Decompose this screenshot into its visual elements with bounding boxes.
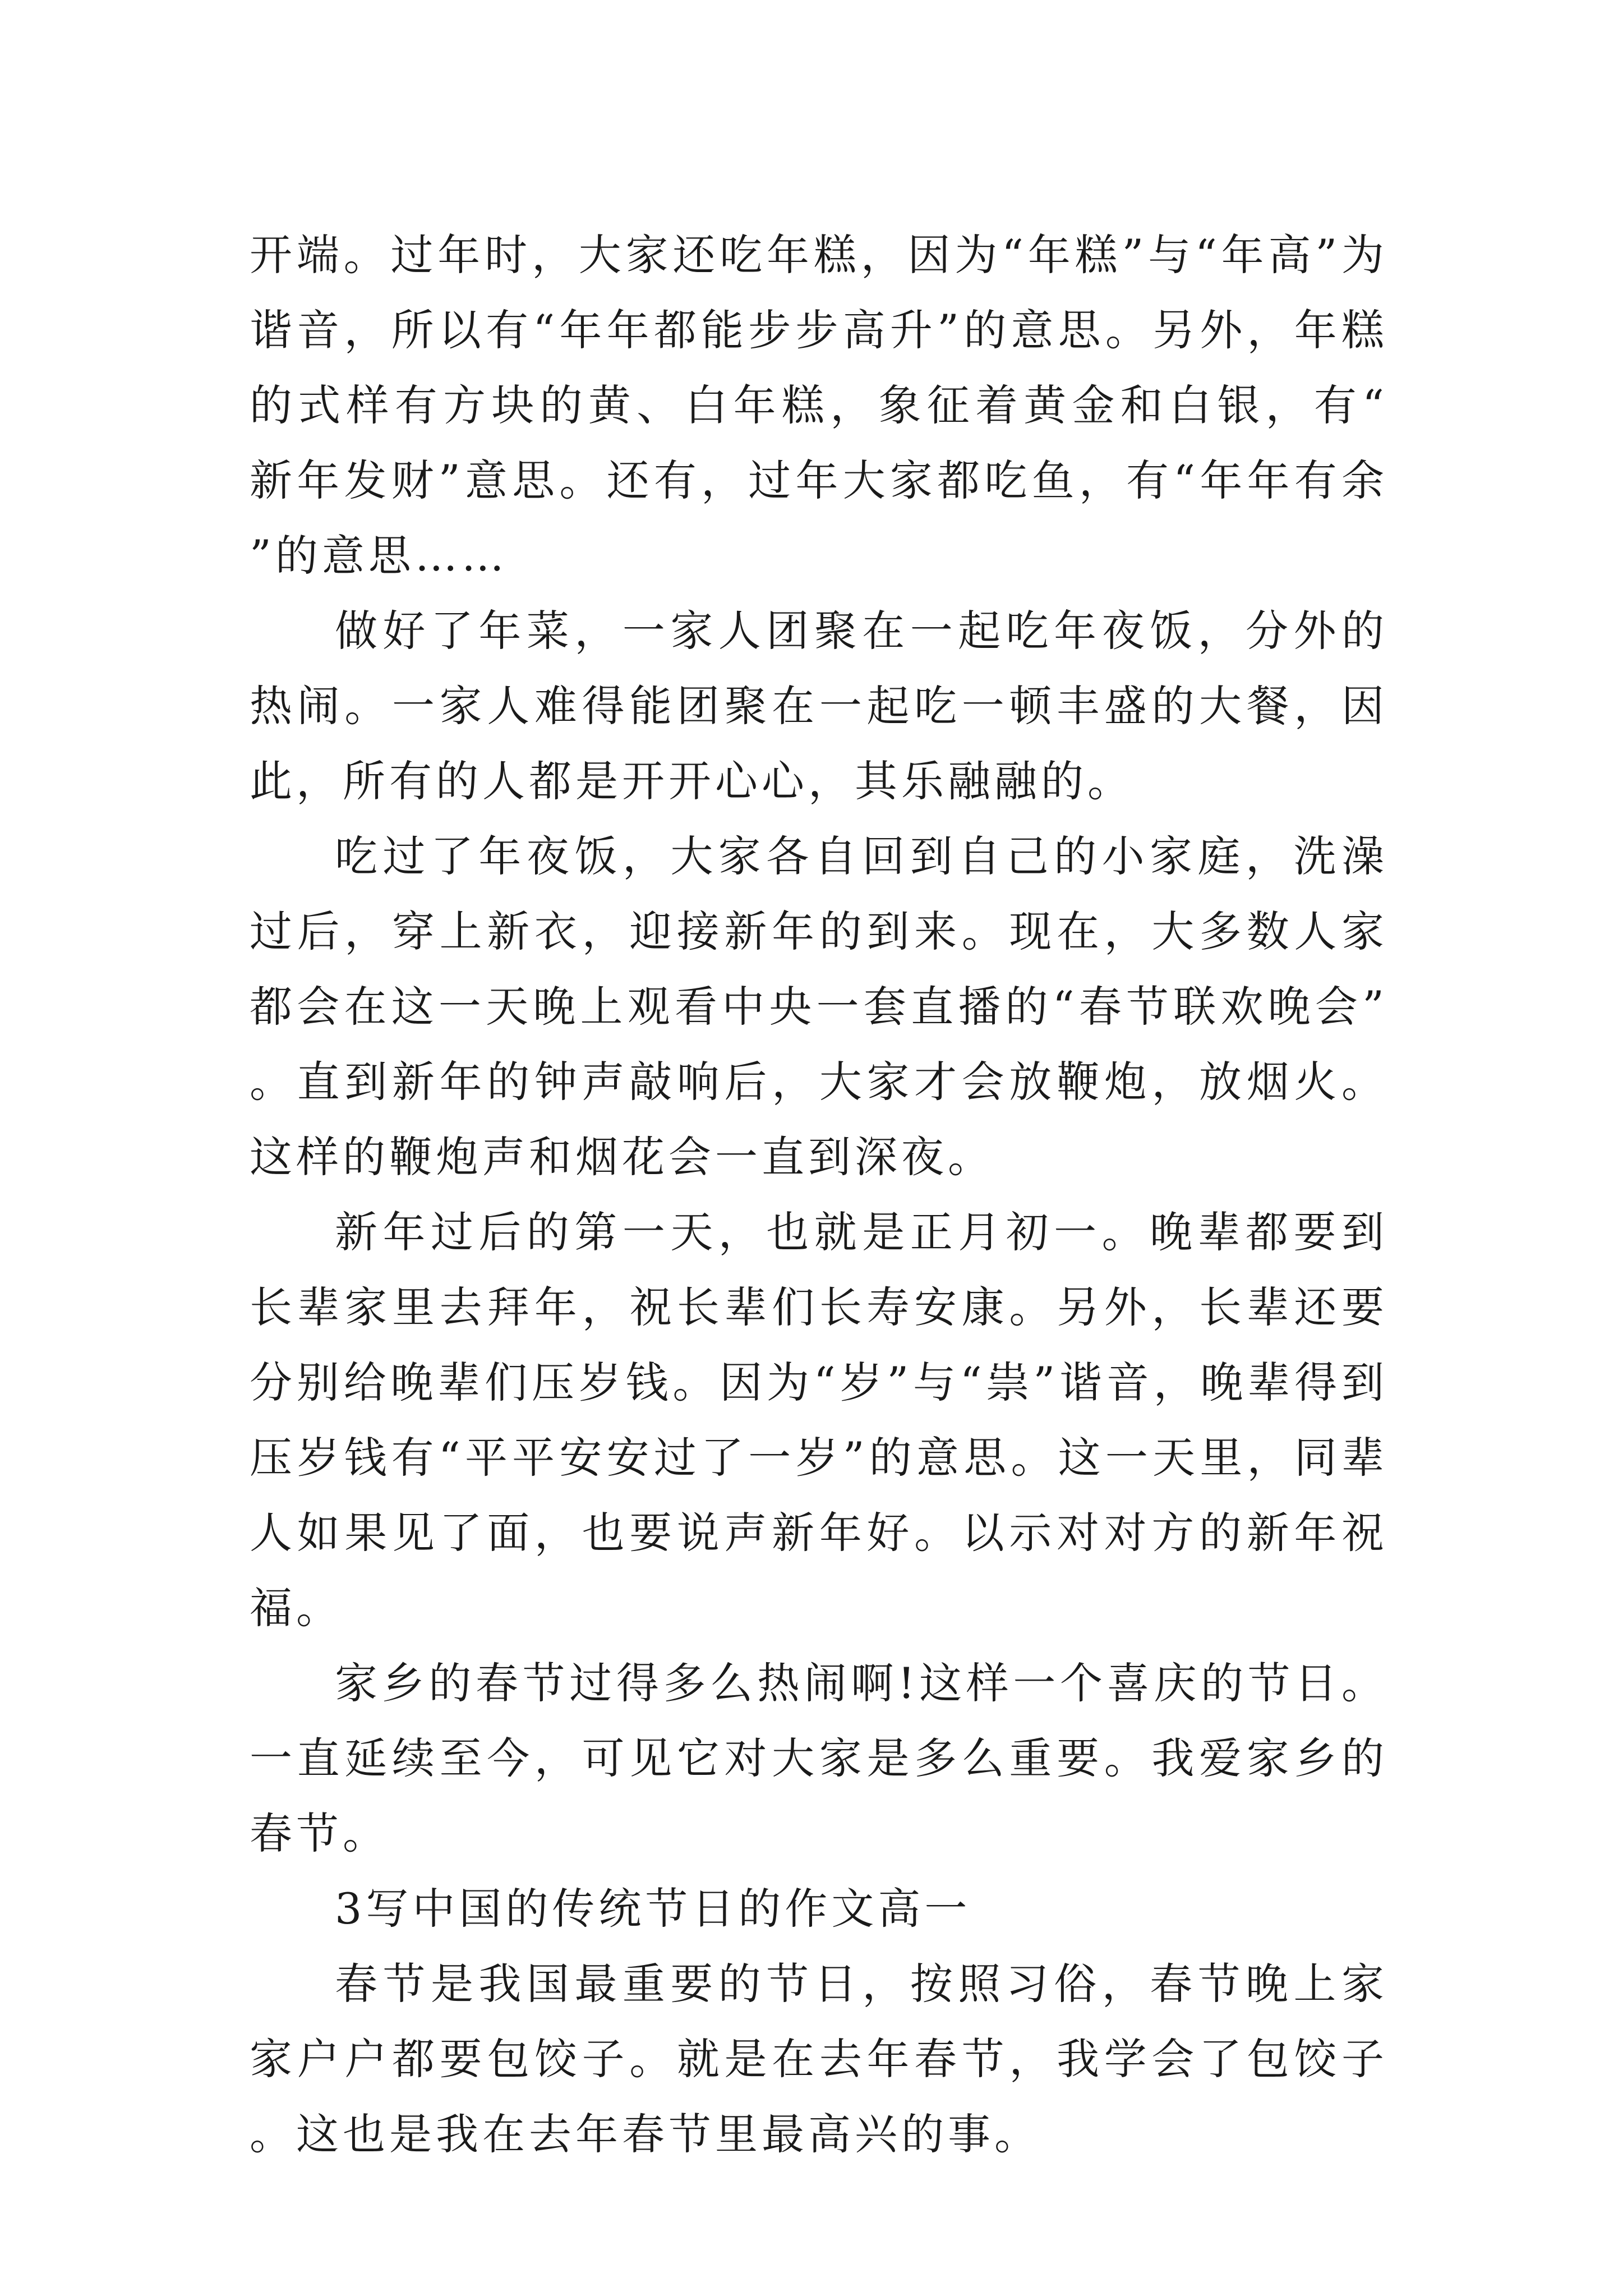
paragraph-3: 吃过了年夜饭，大家各自回到自己的小家庭，洗澡过后，穿上新衣，迎接新年的到来。现在，大多数人家都会在这一天晚上观看中央一套直播的“春节联欢晚会”。直到新年的钟声敲响后，大家才会放鞭炮，放烟火。这样的鞭炮声和烟花会一直到深夜。: [250, 831, 1388, 1182]
paragraph-6: 春节是我国最重要的节日，按照习俗，春节晚上家家户户都要包饺子。就是在去年春节，我学会了包饺子。这也是我在去年春节里最高兴的事。: [250, 1959, 1388, 2159]
paragraph-4: 新年过后的第一天，也就是正月初一。晚辈都要到长辈家里去拜年，祝长辈们长寿安康。另外，长辈还要分别给晚辈们压岁钱。因为“岁”与“祟”谐音，晚辈得到压岁钱有“平平安安过了一岁”的意思。这一天里，同辈人如果见了面，也要说声新年好。以示对对方的新年祝福。: [250, 1207, 1388, 1633]
essay-body: [250, 218, 1388, 2172]
paragraph-2: 做好了年菜，一家人团聚在一起吃年夜饭，分外的热闹。一家人难得能团聚在一起吃一顿丰盛的大餐，因此，所有的人都是开开心心，其乐融融的。: [250, 606, 1388, 806]
section-heading: 3写中国的传统节日的作文高一: [335, 1884, 971, 1934]
paragraph-5: 家乡的春节过得多么热闹啊!这样一个喜庆的节日。一直延续至今，可见它对大家是多么重要。我爱家乡的春节。: [250, 1658, 1388, 1858]
paragraph-1: 开端。过年时，大家还吃年糕，因为“年糕”与“年高”为谐音，所以有“年年都能步步高升”的意思。另外，年糕的式样有方块的黄、白年糕，象征着黄金和白银，有“新年发财”意思。还有，过年大家都吃鱼，有“年年有余”的意思……: [250, 230, 1388, 581]
